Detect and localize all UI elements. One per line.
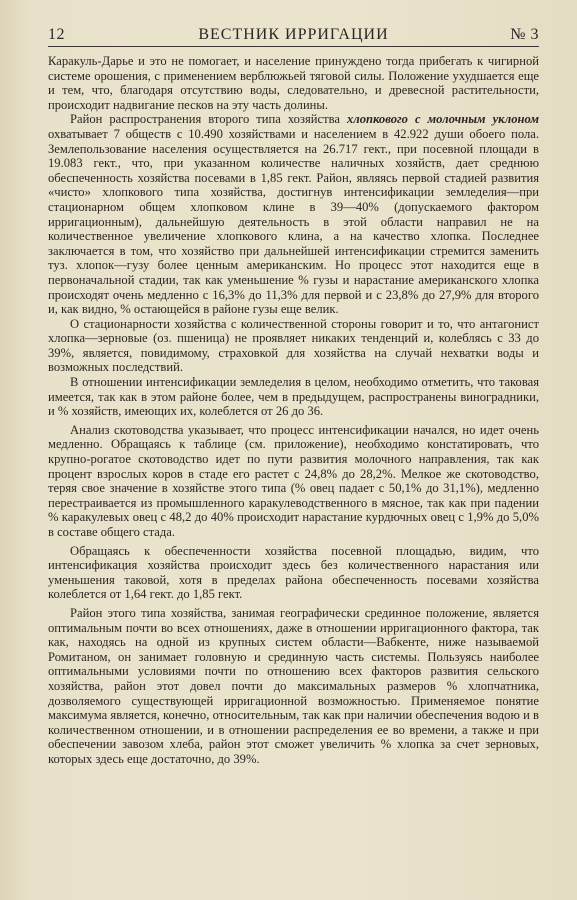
issue-number: № 3 bbox=[510, 26, 539, 43]
paragraph-1: Каракуль-Дарье и это не помогает, и население принуждено тогда прибегать к чигирной системе орошения, с применением верблюжьей тяговой силы. Положение ухудшается еще и тем, что, благодаря отсутствию воды, следовательно, и древесной растительности, происходит надвигание песков на эту часть долины. bbox=[48, 54, 539, 112]
article-body bbox=[48, 54, 539, 767]
paragraph-2 bbox=[48, 112, 539, 316]
paragraph-3: О стационарности хозяйства с количественной стороны говорит и то, что антагонист хлопка—зерновые (оз. пшеница) не проявляет никаких тенденций и, колеблясь с 33 до 39%, является, повидимому, страховкой для хозяйства на случай нехватки воды и возможных последствий. bbox=[48, 316, 539, 375]
paragraph-7: Район этого типа хозяйства, занимая географически срединное положение, является оптимальным почти во всех отношениях, даже в отношении ирригационного фактора, так как, находясь на одной из крупных систем области—Вабкенте, ниже называемой Ромитаном, он занимает головную и срединную часть системы. Пользуясь наиболее оптимальными условиями почти по отношению всех факторов развития сельского хозяйства, район этот довел почти до максимальных размеров % хлопчатника, дозволяемого существующей ирригационной возможностью. Применяемое понятие максимума является, конечно, относительным, так как при наличии обеспечения водою и в количественном отношении, и в отношении распределения ее во времени, а также и при обеспечении завозом хлеба, район этот сможет увеличить % хлопка за счет зерновых, которых здесь еще достаточно, до 39%. bbox=[48, 605, 539, 766]
paragraph-5: Анализ скотоводства указывает, что процесс интенсификации начался, но идет очень медленно. Обращаясь к таблице (см. приложение), необходимо констатировать, что крупно-рогатое скотоводство идет по пути развития молочного направления, так как процент взрослых коров в стаде его растет с 24,8% до 28,2%. Мелкое же скотоводство, теряя свое значение в хозяйстве этого типа (% овец падает с 50,1% до 31,1%), медленно перестраивается из промышленного каракулеводственного в мясное, так как при падении % каракулевых овец с 48,2 до 40% происходит нарастание курдючных овец с 1,9% до 5,0% в составе общего стада. bbox=[48, 422, 539, 539]
paragraph-2-lead: Район распространения второго типа хозяйства bbox=[70, 112, 347, 127]
paragraph-2-rest: охватывает 7 обществ с 10.490 хозяйствами и населением в 42.922 души обоего пола. Землепользование населения осуществляется на 26.717 гект., при посевной площади в 19.083 гект., что, при указанном количестве наличных хозяйств, дает среднюю обеспеченность хозяйства посевами в 1,85 гект. Район, являясь первой стадией развития «чисто» хлопкового типа хозяйства, достигнув интенсификации земледелия—при стационарном общем хлопковом клине в 39—40% (допускаемого фактором ирригационным), дальнейшую деятельность в этой области направил не на количественное увеличение хлопкового клина, а на качество хлопка. Последнее заключается в том, что хозяйство при дальнейшей интенсификации стремится заменить туз. хлопок—гузу более ценным американским. Но процесс этот находится еще в первоначальной стадии, так как уменьшение % гузы и нарастание американского хлопка происходят очень медленно с 16,3% до 11,3% для первой и с 23,8% до 27,9% для второго и, как видно, % остающейся в районе гузы еще велик. bbox=[48, 126, 539, 317]
paragraph-4: В отношении интенсификации земледелия в целом, необходимо отметить, что таковая имеется, так как в этом районе более, чем в предыдущем, распространены виноградники, и % хозяйств, имеющих их, колеблется от 26 до 36. bbox=[48, 375, 539, 419]
page-number: 12 bbox=[48, 26, 65, 43]
journal-title: ВЕСТНИК ИРРИГАЦИИ bbox=[198, 26, 389, 43]
running-header bbox=[48, 26, 539, 47]
paragraph-2-emphasis: хлопкового с молочным уклоном bbox=[346, 112, 539, 127]
paragraph-6: Обращаясь к обеспеченности хозяйства посевной площадью, видим, что интенсификация хозяйства происходит здесь без количественного нарастания или уменьшения таковой, хотя в пределах района обеспеченность посевами хозяйства колеблется от 1,64 гект. до 1,85 гект. bbox=[48, 543, 539, 602]
